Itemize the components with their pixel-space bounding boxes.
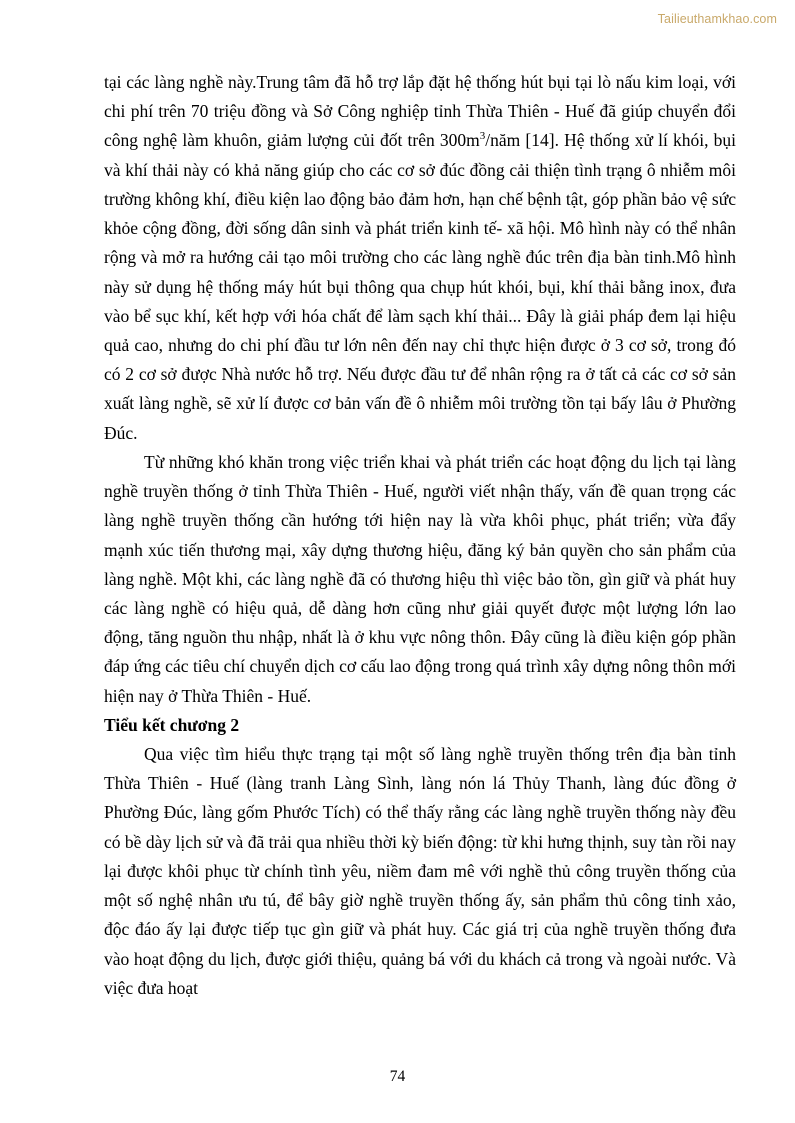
- paragraph-1-part-a: tại các làng nghề này.Trung tâm đã hỗ trợ lắp đặt hệ thống hút bụi tại lò nấu kim loại, với chi phí trên 70 triệu đồng và Sở Công nghiệp tỉnh Thừa Thiên - Huế đã giúp chuyển đổi công nghệ làm khuôn, giảm lượng củi đốt trên 300m: [104, 72, 736, 151]
- paragraph-2: Từ những khó khăn trong việc triển khai và phát triển các hoạt động du lịch tại làng nghề truyền thống ở tỉnh Thừa Thiên - Huế, người viết nhận thấy, vấn đề quan trọng các làng nghề truyền thống cần hướng tới hiện nay là vừa khôi phục, phát triển; vừa đẩy mạnh xúc tiến thương mại, xây dựng thương hiệu, đăng ký bản quyền cho sản phẩm của làng nghề. Một khi, các làng nghề đã có thương hiệu thì việc bảo tồn, gìn giữ và phát huy các làng nghề có hiệu quả, dễ dàng hơn cũng như giải quyết được một lượng lớn lao động, tăng nguồn thu nhập, nhất là ở khu vực nông thôn. Đây cũng là điều kiện góp phần đáp ứng các tiêu chí chuyển dịch cơ cấu lao động trong quá trình xây dựng nông thôn mới hiện nay ở Thừa Thiên - Huế.: [104, 451, 736, 706]
- section-heading: Tiểu kết chương 2: [104, 714, 240, 735]
- paragraph-1: [104, 68, 736, 448]
- watermark-text: Tailieuthamkhao.com: [657, 12, 777, 26]
- paragraph-3: Qua việc tìm hiểu thực trạng tại một số làng nghề truyền thống trên địa bàn tỉnh Thừa Thiên - Huế (làng tranh Làng Sình, làng nón lá Thủy Thanh, làng đúc đồng ở Phường Đúc, làng gốm Phước Tích) có thể thấy rằng các làng nghề truyền thống này đều có bề dày lịch sử và đã trải qua nhiều thời kỳ biến động: từ khi hưng thịnh, suy tàn rồi nay lại được khôi phục từ chính tình yêu, niềm đam mê với nghề thủ công truyền thống của một số nghệ nhân ưu tú, để bây giờ nghề truyền thống ấy, sản phẩm thủ công tinh xảo, độc đáo ấy lại được tiếp tục gìn giữ và phát huy. Các giá trị của nghề truyền thống đưa vào hoạt động du lịch, được giới thiệu, quảng bá với du khách cả trong và ngoài nước. Và việc đưa hoạt: [104, 744, 736, 998]
- page-content: [104, 68, 736, 1003]
- paragraph-1-part-b: /năm [14]. Hệ thống xử lí khói, bụi và khí thải này có khả năng giúp cho các cơ sở đúc đồng cải thiện tình trạng ô nhiễm môi trường không khí, điều kiện lao động bảo đảm hơn, hạn chế bệnh tật, góp phần bảo vệ sức khỏe cộng đồng, đời sống dân sinh và phát triển kinh tế- xã hội. Mô hình này có thể nhân rộng và mở ra hướng cải tạo môi trường cho các làng nghề đúc trên địa bàn tinh.Mô hình này sử dụng hệ thống máy hút bụi thông qua chụp hút khói, bụi, khí thải bằng inox, đưa vào bể sục khí, kết hợp với hóa chất để làm sạch khí thải... Đây là giải pháp đem lại hiệu quả cao, nhưng do chi phí đầu tư lớn nên đến nay chỉ thực hiện được ở 3 cơ sở, trong đó có 2 cơ sở được Nhà nước hỗ trợ. Nếu được đầu tư để nhân rộng ra ở tất cả các cơ sở sản xuất làng nghề, sẽ xử lí được cơ bản vấn đề ô nhiễm môi trường tồn tại bấy lâu ở Phường Đúc.: [104, 130, 736, 443]
- superscript-exponent: 3: [479, 130, 486, 143]
- page-number: 74: [389, 1068, 406, 1085]
